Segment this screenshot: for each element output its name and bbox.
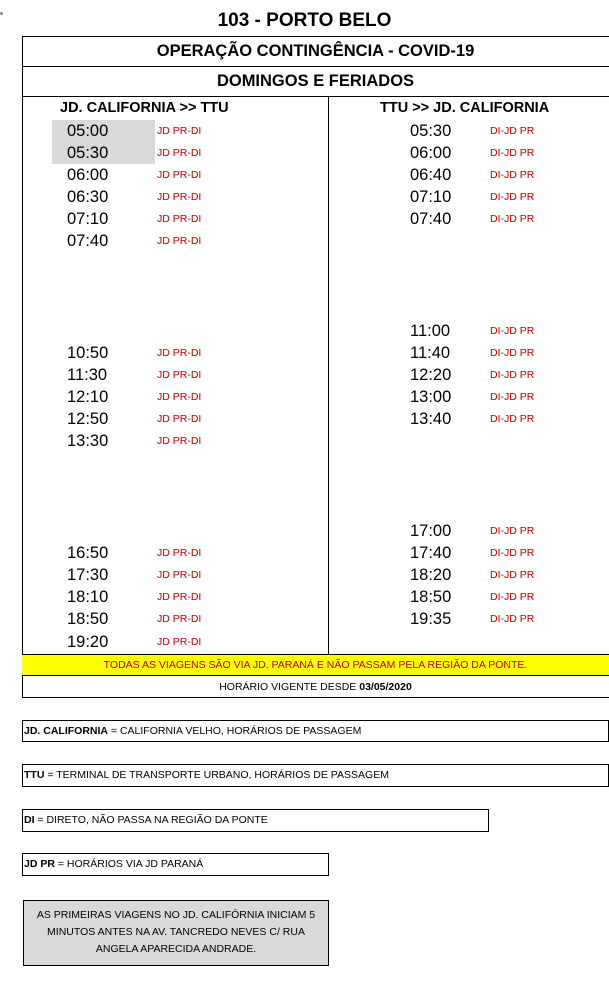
- route-code: DI-JD PR: [490, 391, 535, 403]
- route-code: JD PR-DI: [157, 613, 202, 625]
- subtitle: OPERAÇÃO CONTINGÊNCIA - COVID-19: [156, 42, 475, 60]
- route-code: DI-JD PR: [490, 613, 535, 625]
- departure-time: 18:10: [67, 588, 109, 606]
- route-code: JD PR-DI: [157, 413, 202, 425]
- route-code: JD PR-DI: [157, 191, 202, 203]
- departure-time: 18:20: [410, 566, 452, 584]
- route-code: JD PR-DI: [157, 435, 202, 447]
- route-code: DI-JD PR: [490, 325, 535, 337]
- departure-time: 07:10: [67, 210, 109, 228]
- column-divider: [328, 96, 329, 654]
- legend-term: JD. CALIFORNIA: [24, 725, 108, 737]
- valid-since: [22, 676, 609, 698]
- route-code: JD PR-DI: [157, 569, 202, 581]
- left-column-header: JD. CALIFORNIA >> TTU: [60, 100, 229, 116]
- legend-jd-pr: [22, 853, 329, 876]
- legend-ttu: [22, 764, 609, 787]
- departure-time: 18:50: [410, 588, 452, 606]
- route-code: DI-JD PR: [490, 369, 535, 381]
- departure-time: 06:40: [410, 166, 452, 184]
- route-code: JD PR-DI: [157, 547, 202, 559]
- route-code: JD PR-DI: [157, 391, 202, 403]
- departure-time: 05:30: [52, 142, 155, 164]
- departure-time: 07:10: [410, 188, 452, 206]
- departure-time: 11:40: [410, 344, 451, 362]
- departure-time: 10:50: [67, 344, 109, 362]
- departure-time: 17:00: [410, 522, 452, 540]
- legend-desc: = HORÁRIOS VIA JD PARANÁ: [54, 858, 204, 870]
- route-code: DI-JD PR: [490, 413, 535, 425]
- route-code: JD PR-DI: [157, 125, 202, 137]
- route-code: JD PR-DI: [157, 235, 202, 247]
- route-code: DI-JD PR: [490, 147, 535, 159]
- departure-time: 11:00: [410, 322, 451, 340]
- legend-jd-california: [22, 720, 609, 742]
- departure-time: 19:20: [67, 633, 109, 651]
- note-line: AS PRIMEIRAS VIAGENS NO JD. CALIFÓRNIA INICIAM 5: [36, 909, 316, 921]
- departure-time: 05:00: [52, 120, 155, 142]
- departure-time: 12:10: [67, 388, 109, 406]
- departure-time: 11:30: [67, 366, 108, 384]
- route-code: JD PR-DI: [157, 169, 202, 181]
- route-code: DI-JD PR: [490, 191, 535, 203]
- departure-time: 05:30: [410, 122, 452, 140]
- route-code: DI-JD PR: [490, 169, 535, 181]
- route-code: JD PR-DI: [157, 591, 202, 603]
- departure-time: 13:30: [67, 432, 109, 450]
- departure-time: 06:30: [67, 188, 109, 206]
- departure-time: 06:00: [410, 144, 452, 162]
- departure-time: 12:20: [410, 366, 452, 384]
- legend-term: TTU: [24, 769, 45, 781]
- departure-time: 07:40: [67, 232, 109, 250]
- departure-time: 12:50: [67, 410, 109, 428]
- note-line: ANGELA APARECIDA ANDRADE.: [95, 943, 257, 955]
- route-code: DI-JD PR: [490, 525, 535, 537]
- first-trips-note: [23, 900, 329, 966]
- departure-time: 17:30: [67, 566, 109, 584]
- divider: [22, 96, 609, 97]
- legend-desc: = DIRETO, NÃO PASSA NA REGIÃO DA PONTE: [34, 814, 268, 826]
- route-code: DI-JD PR: [490, 591, 535, 603]
- route-code: JD PR-DI: [157, 213, 202, 225]
- route-code: JD PR-DI: [157, 347, 202, 359]
- note-line: MINUTOS ANTES NA AV. TANCREDO NEVES C/ RUA: [47, 926, 305, 938]
- departure-time: 16:50: [67, 544, 109, 562]
- legend-di: [22, 809, 489, 832]
- right-column-header: TTU >> JD. CALIFORNIA: [380, 100, 550, 116]
- valid-date: 03/05/2020: [359, 681, 412, 693]
- route-code: DI-JD PR: [490, 125, 535, 137]
- day-type: DOMINGOS E FERIADOS: [216, 72, 415, 90]
- route-code: DI-JD PR: [490, 569, 535, 581]
- departure-time: 18:50: [67, 610, 109, 628]
- departure-time: 17:40: [410, 544, 452, 562]
- route-code: DI-JD PR: [490, 547, 535, 559]
- departure-time: 06:00: [67, 166, 109, 184]
- departure-time: 13:40: [410, 410, 452, 428]
- departure-time: 13:00: [410, 388, 452, 406]
- route-notice: TODAS AS VIAGENS SÃO VIA JD. PARANÁ E NÃO PASSAM PELA REGIÃO DA PONTE.: [22, 654, 609, 676]
- route-code: JD PR-DI: [157, 369, 202, 381]
- route-code: DI-JD PR: [490, 213, 535, 225]
- valid-prefix: HORÁRIO VIGENTE DESDE: [219, 681, 360, 693]
- route-code: JD PR-DI: [157, 147, 202, 159]
- route-code: JD PR-DI: [157, 636, 202, 648]
- legend-desc: = CALIFORNIA VELHO, HORÁRIOS DE PASSAGEM: [108, 725, 362, 737]
- departure-time: 19:35: [410, 610, 452, 628]
- legend-term: DI: [24, 814, 35, 826]
- legend-term: JD PR: [24, 858, 55, 870]
- departure-time: 07:40: [410, 210, 452, 228]
- route-code: DI-JD PR: [490, 347, 535, 359]
- legend-desc: = TERMINAL DE TRANSPORTE URBANO, HORÁRIOS DE PASSAGEM: [44, 769, 389, 781]
- page-title: 103 - PORTO BELO: [217, 10, 392, 31]
